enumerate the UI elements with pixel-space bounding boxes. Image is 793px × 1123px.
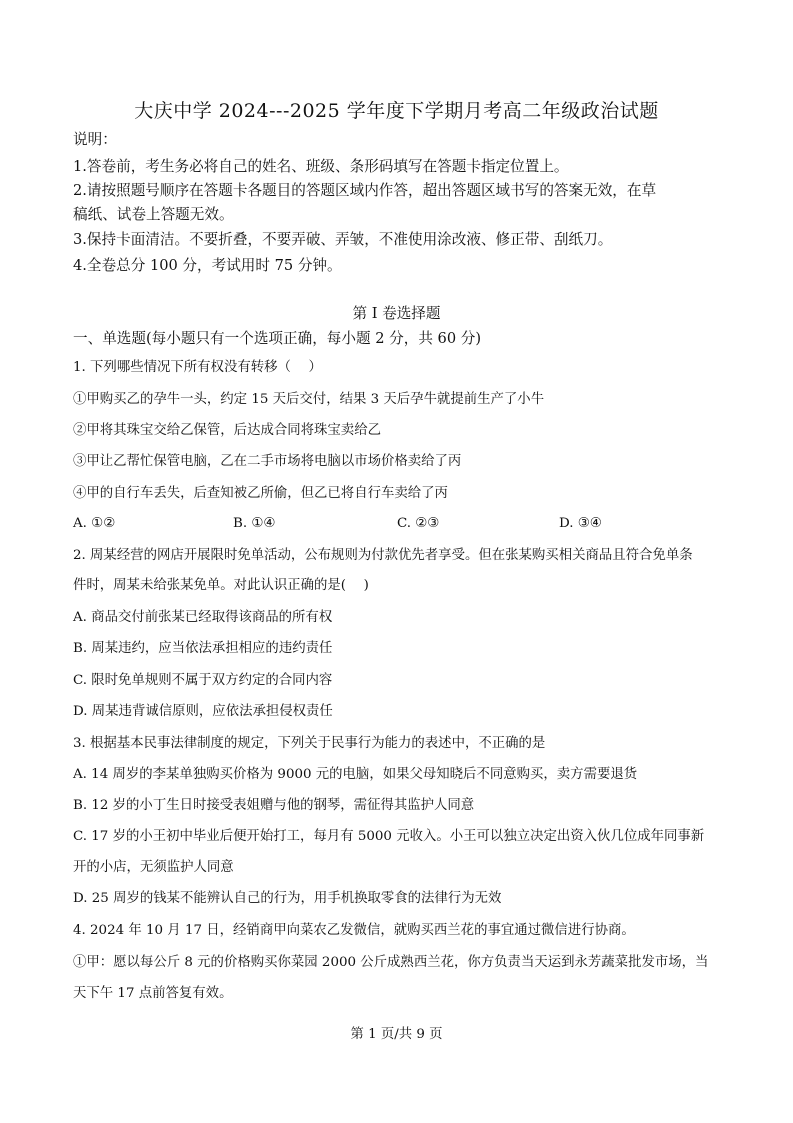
question-3-option-a: A. 14 周岁的李某单独购买价格为 9000 元的电脑，如果父母知晓后不同意购买，卖方需要退货 bbox=[73, 767, 638, 782]
page-title: 大庆中学 2024---2025 学年度下学期月考高二年级政治试题 bbox=[134, 100, 659, 122]
question-2-option-d: D. 周某违背诚信原则，应依法承担侵权责任 bbox=[73, 704, 333, 719]
question-4-item: ①甲：愿以每公斤 8 元的价格购买你菜园 2000 公斤成熟西兰花，你方负责当天运到永芳蔬菜批发市场，当 bbox=[73, 955, 709, 970]
question-3-option-c: C. 17 岁的小王初中毕业后便开始打工，每月有 5000 元收入。小王可以独立决定出资入伙几位成年同事新 bbox=[73, 829, 705, 844]
question-1-stem: 1. 下列哪些情况下所有权没有转移（ ） bbox=[73, 360, 322, 375]
question-2-stem: 件时，周某未给张某免单。对此认识正确的是( ) bbox=[73, 578, 369, 593]
question-3-stem: 3. 根据基本民事法律制度的规定，下列关于民事行为能力的表述中，不正确的是 bbox=[73, 736, 546, 751]
instructions-heading: 说明： bbox=[73, 131, 117, 148]
instruction-item: 1.答卷前，考生务必将自己的姓名、班级、条形码填写在答题卡指定位置上。 bbox=[73, 158, 569, 175]
instruction-item: 2.请按照题号顺序在答题卡各题目的答题区域内作答，超出答题区域书写的答案无效，在草 bbox=[73, 182, 657, 199]
question-4-stem: 4. 2024 年 10 月 17 日，经销商甲向菜农乙发微信，就购买西兰花的事宜通过微信进行协商。 bbox=[73, 923, 635, 938]
option-d: D. ③④ bbox=[559, 516, 602, 531]
section-title: 第 I 卷选择题 bbox=[352, 305, 441, 322]
question-2-option-c: C. 限时免单规则不属于双方约定的合同内容 bbox=[73, 673, 333, 688]
question-2-option-b: B. 周某违约，应当依法承担相应的违约责任 bbox=[73, 641, 333, 656]
question-3-option-c-cont: 开的小店，无须监护人同意 bbox=[73, 860, 234, 875]
question-1-item: ①甲购买乙的孕牛一头，约定 15 天后交付，结果 3 天后孕牛就提前生产了小牛 bbox=[73, 392, 545, 407]
question-4-item: 天下午 17 点前答复有效。 bbox=[73, 986, 233, 1001]
instruction-item: 4.全卷总分 100 分，考试用时 75 分钟。 bbox=[73, 257, 342, 274]
option-b: B. ①④ bbox=[233, 516, 276, 531]
option-c: C. ②③ bbox=[397, 516, 440, 531]
instruction-item: 3.保持卡面清洁。不要折叠，不要弄破、弄皱，不准使用涂改液、修正带、刮纸刀。 bbox=[73, 231, 613, 248]
instruction-item: 稿纸、试卷上答题无效。 bbox=[73, 206, 234, 223]
question-1-item: ③甲让乙帮忙保管电脑，乙在二手市场将电脑以市场价格卖给了丙 bbox=[73, 454, 462, 469]
page-footer: 第 1 页/共 9 页 bbox=[350, 1027, 443, 1042]
question-2-stem: 2. 周某经营的网店开展限时免单活动，公布规则为付款优先者享受。但在张某购买相关商品且符合免单条 bbox=[73, 548, 693, 563]
option-a: A. ①② bbox=[73, 516, 116, 531]
question-1-item: ②甲将其珠宝交给乙保管，后达成合同将珠宝卖给乙 bbox=[73, 423, 381, 438]
part-heading: 一、单选题(每小题只有一个选项正确，每小题 2 分，共 60 分) bbox=[73, 330, 482, 347]
question-3-option-b: B. 12 岁的小丁生日时接受表姐赠与他的钢琴，需征得其监护人同意 bbox=[73, 798, 475, 813]
question-3-option-d: D. 25 周岁的钱某不能辨认自己的行为，用手机换取零食的法律行为无效 bbox=[73, 891, 502, 906]
question-1-item: ④甲的自行车丢失，后查知被乙所偷，但乙已将自行车卖给了丙 bbox=[73, 486, 448, 501]
question-2-option-a: A. 商品交付前张某已经取得该商品的所有权 bbox=[73, 610, 333, 625]
